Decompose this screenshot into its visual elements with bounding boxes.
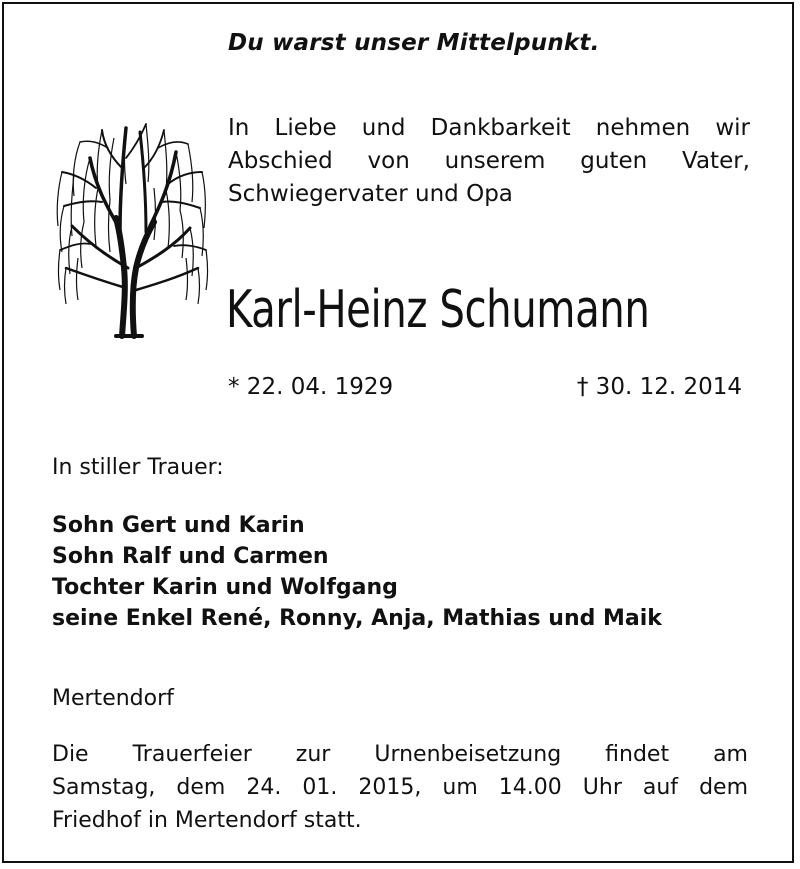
family-member: seine Enkel René, Ronny, Anja, Mathias und Maik: [52, 606, 662, 631]
intro-text: [228, 112, 750, 211]
family-member: Sohn Ralf und Carmen: [52, 544, 329, 569]
family-list: [52, 510, 662, 634]
ceremony-line: Die Trauerfeier zur Urnenbeisetzung findet am: [52, 742, 748, 767]
intro-line: Abschied von unserem guten Vater,: [228, 148, 750, 174]
place-name: Mertendorf: [52, 686, 174, 711]
mourning-label: In stiller Trauer:: [52, 455, 224, 480]
family-member: Tochter Karin und Wolfgang: [52, 575, 398, 600]
intro-line: Schwiegervater und Opa: [228, 181, 513, 207]
death-date: † 30. 12. 2014: [576, 374, 742, 400]
intro-line: In Liebe und Dankbarkeit nehmen wir: [228, 115, 750, 141]
deceased-name: Karl-Heinz Schumann: [226, 280, 650, 340]
motto-heading: Du warst unser Mittelpunkt.: [228, 30, 600, 56]
ceremony-line: Samstag, dem 24. 01. 2015, um 14.00 Uhr auf dem: [52, 775, 748, 800]
ceremony-notice: [52, 738, 748, 837]
ceremony-line: Friedhof in Mertendorf statt.: [52, 808, 362, 833]
family-member: Sohn Gert und Karin: [52, 513, 305, 538]
weeping-tree-icon: [50, 118, 212, 340]
birth-date: * 22. 04. 1929: [228, 374, 394, 400]
